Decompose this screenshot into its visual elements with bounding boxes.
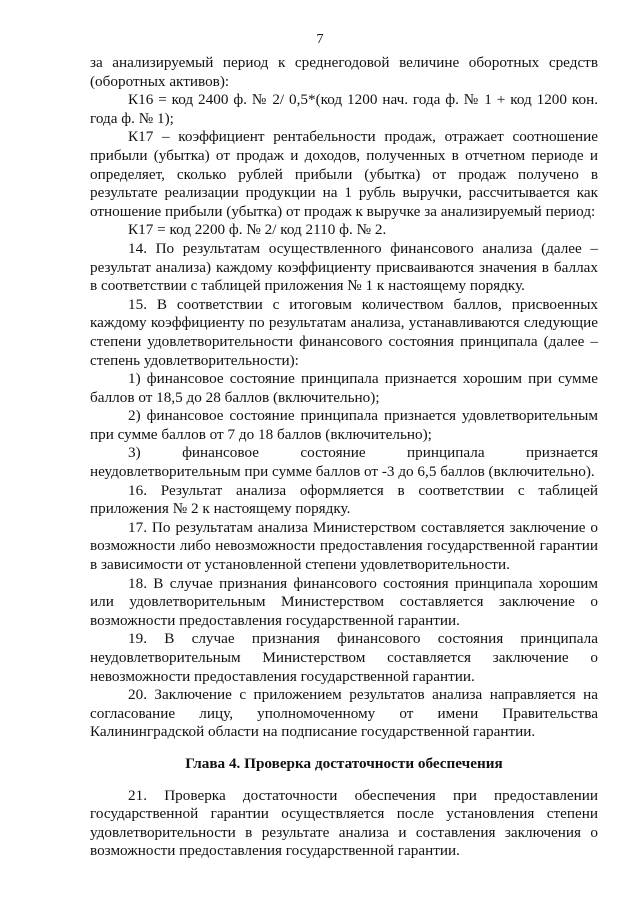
paragraph-continuation: за анализируемый период к среднегодовой величине оборотных средств (оборотных активов): (90, 54, 598, 90)
paragraph-item-17: 17. По результатам анализа Министерством составляется заключение о возможности либо невозможности предоставления государственной гарантии в зависимости от установленной степени удовлетворительности. (90, 518, 598, 574)
paragraph-item-15: 15. В соответствии с итоговым количеством баллов, присвоенных каждому коэффициенту по результатам анализа, устанавливаются следующие степени удовлетворительности финансового состояния принципала (далее – степень удовлетворительности): (90, 295, 598, 369)
page-number: 7 (316, 32, 324, 47)
paragraph-k17-definition: К17 – коэффициент рентабельности продаж, отражает соотношение прибыли (убытка) от продаж и доходов, полученных в отчетном периоде и определяет, сколько рублей прибыли (убытка) от продаж получено в результате реализации продукции на 1 рубль выручки, рассчитывается как отношение прибыли (убытка) от продаж к выручке за анализируемый период: (90, 128, 598, 220)
document-body (90, 54, 598, 861)
formula-k16: К16 = код 2400 ф. № 2/ 0,5*(код 1200 нач. года ф. № 1 + код 1200 кон. года ф. № 1); (90, 91, 598, 127)
paragraph-item-18: 18. В случае признания финансового состояния принципала хорошим или удовлетворительным Министерством составляется заключение о возможности предоставления государственной гарантии. (90, 574, 598, 629)
formula-k17: К17 = код 2200 ф. № 2/ код 2110 ф. № 2. (128, 221, 387, 239)
paragraph-item-19: 19. В случае признания финансового состояния принципала неудовлетворительным Министерством составляется заключение о невозможности предоставления государственной гарантии. (90, 630, 598, 685)
paragraph-item-16: 16. Результат анализа оформляется в соответствии с таблицей приложения № 2 к настоящему порядку. (90, 481, 598, 518)
paragraph-subitem-1: 1) финансовое состояние принципала признается хорошим при сумме баллов от 18,5 до 28 баллов (включительно); (90, 370, 598, 406)
paragraph-subitem-2: 2) финансовое состояние принципала признается удовлетворительным при сумме баллов от 7 до 18 баллов (включительно); (90, 407, 598, 443)
paragraph-item-21: 21. Проверка достаточности обеспечения при предоставлении государственной гарантии осуществляется после установления степени удовлетворительности в результате анализа и составления заключения о возможности предоставления государственной гарантии. (90, 786, 598, 860)
chapter-heading: Глава 4. Проверка достаточности обеспечения (185, 754, 503, 772)
paragraph-item-14: 14. По результатам осуществленного финансового анализа (далее – результат анализа) каждому коэффициенту присваиваются значения в баллах в соответствии с таблицей приложения № 1 к настоящему порядку. (90, 239, 598, 295)
paragraph-item-20: 20. Заключение с приложением результатов анализа направляется на согласование лицу, уполномоченному от имени Правительства Калининградской области на подписание государственной гарантии. (90, 686, 598, 741)
paragraph-subitem-3: 3) финансовое состояние принципала признается неудовлетворительным при сумме баллов от -3 до 6,5 баллов (включительно). (90, 444, 598, 481)
